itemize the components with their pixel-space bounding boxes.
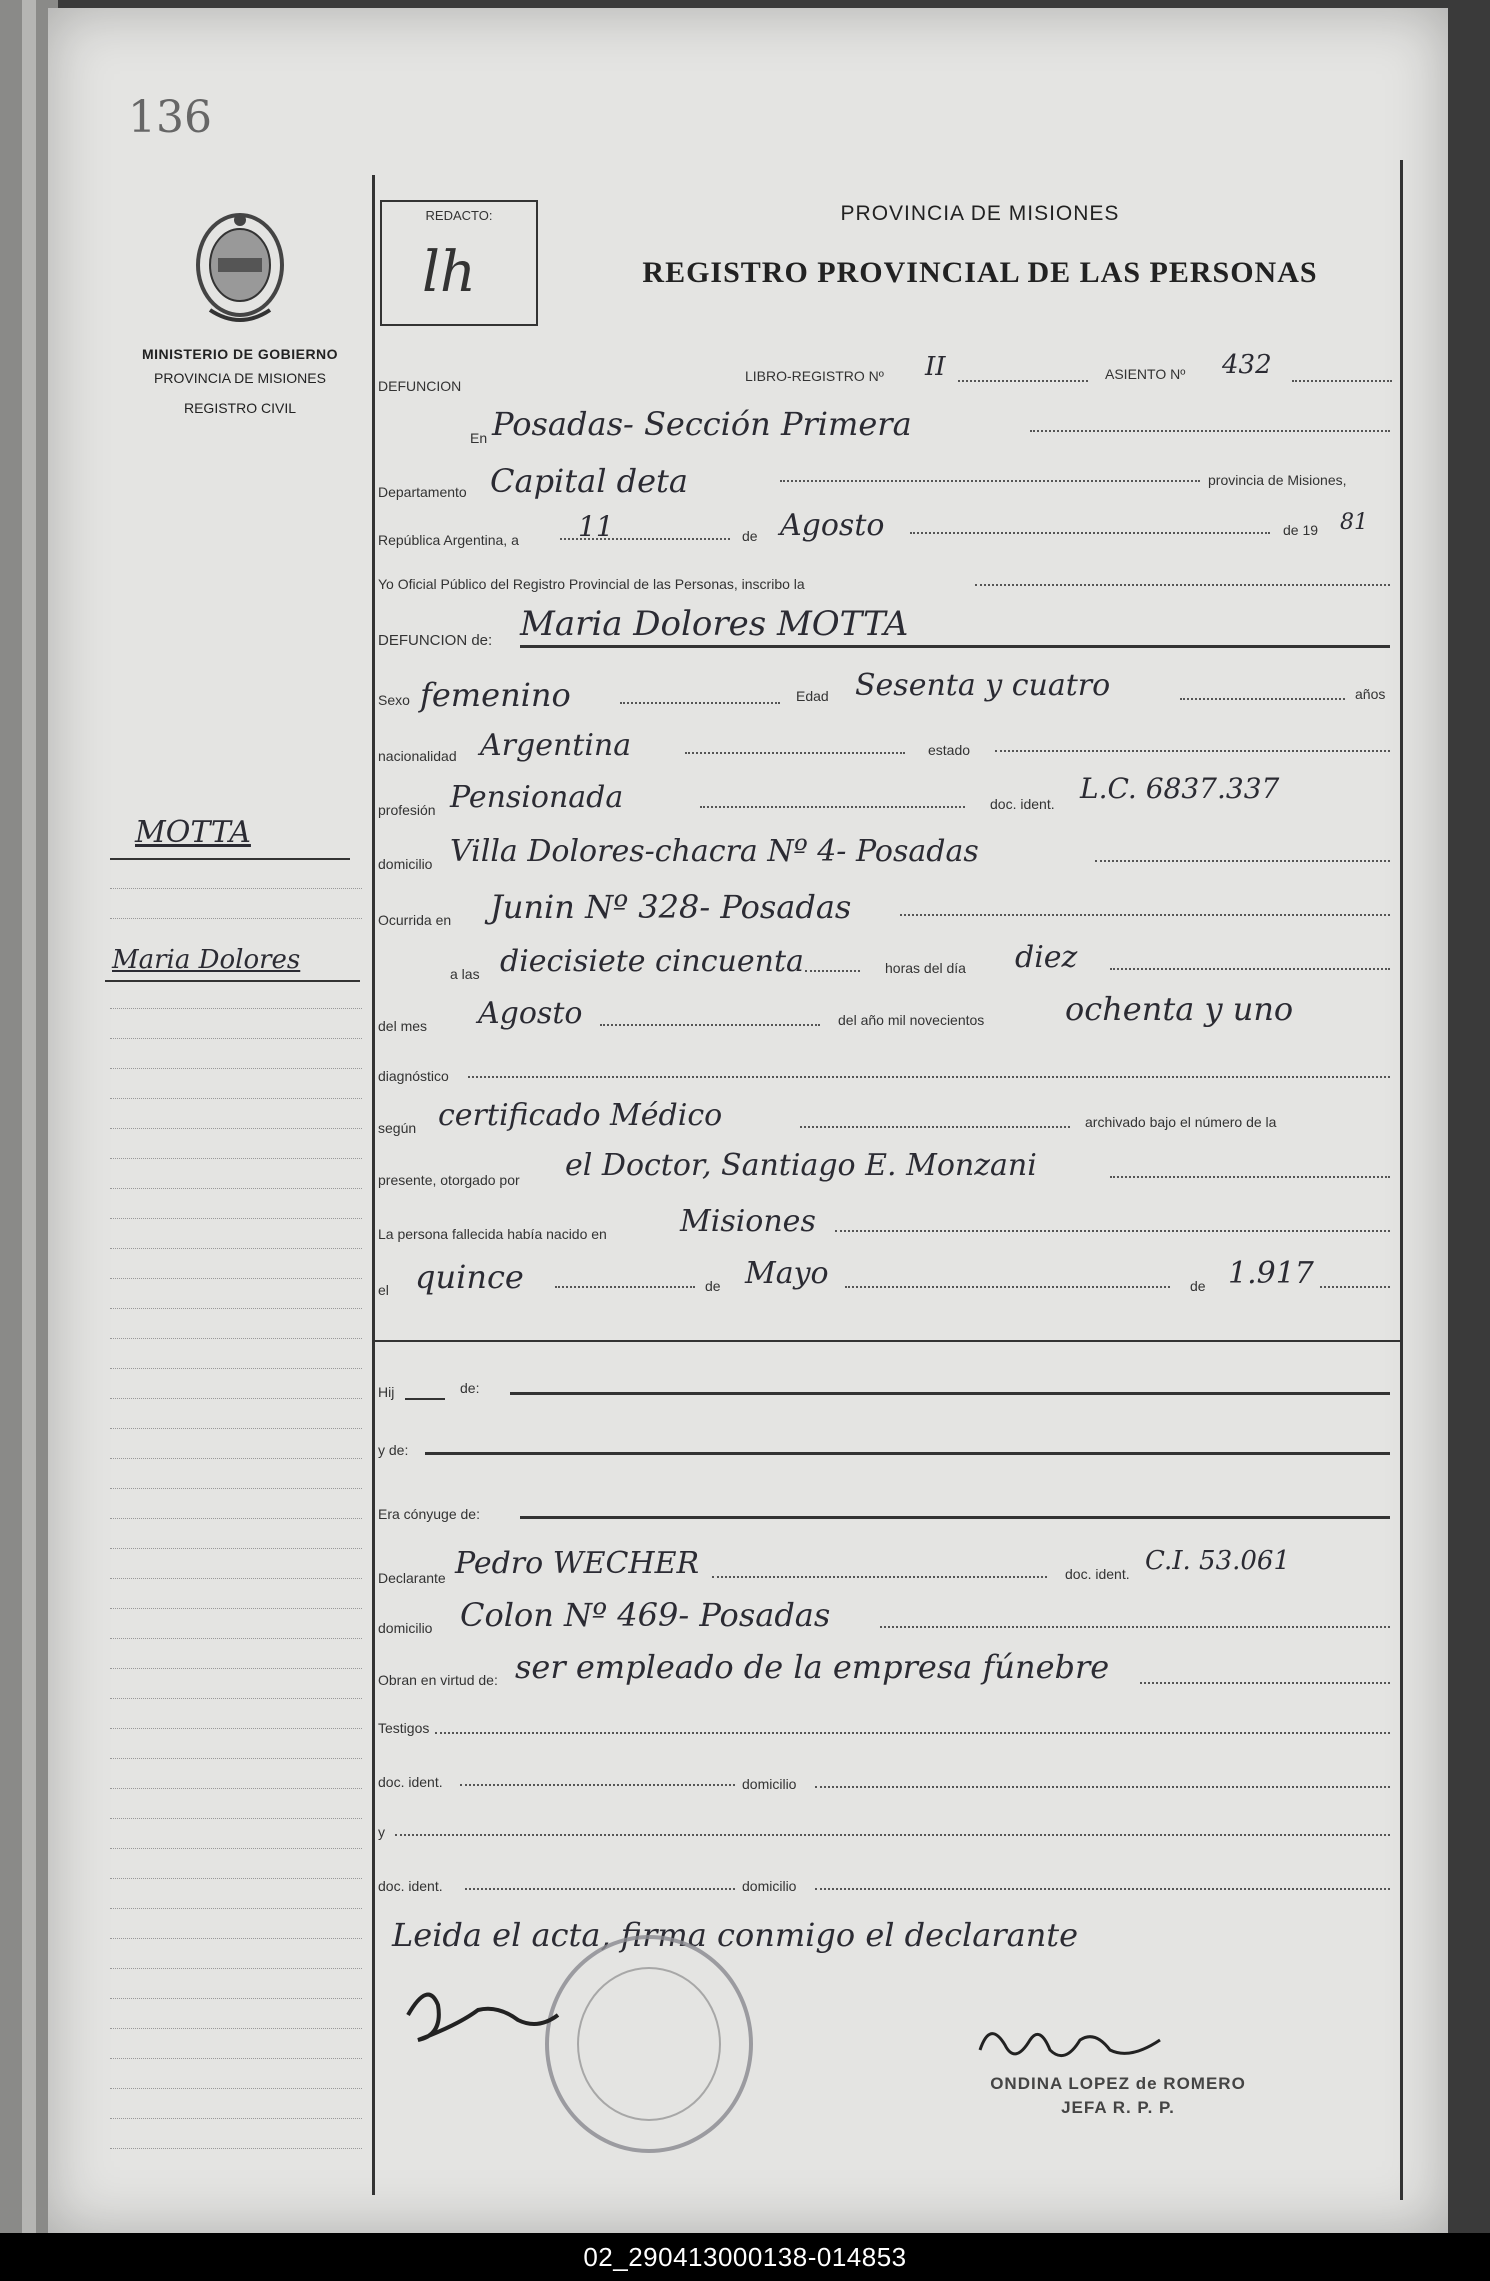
horas-line <box>1110 968 1390 970</box>
ruled-line <box>110 1428 362 1429</box>
diagnostico-line <box>468 1076 1390 1078</box>
ruled-line <box>110 1458 362 1459</box>
folio-number: 136 <box>128 92 212 143</box>
deceased-name: Maria Dolores MOTTA <box>520 604 909 644</box>
oficial-line <box>975 584 1390 586</box>
ruled-line <box>110 2028 362 2029</box>
nacido-line <box>835 1230 1390 1232</box>
ruled-line <box>110 1398 362 1399</box>
form-type-label: DEFUNCION <box>378 378 462 394</box>
official-title: JEFA R. P. P. <box>1061 2098 1175 2117</box>
dia-line <box>560 538 730 540</box>
header-title: REGISTRO PROVINCIAL DE LAS PERSONAS <box>642 256 1318 289</box>
sexo-label: Sexo <box>378 692 410 708</box>
side-given-name: Maria Dolores <box>112 945 301 975</box>
ministry-header <box>120 342 360 420</box>
libro-label: LIBRO-REGISTRO Nº <box>745 368 884 384</box>
anio-mil-value: ochenta y uno <box>1065 990 1294 1028</box>
de3-label: de <box>1190 1278 1206 1294</box>
en-line <box>1030 430 1390 432</box>
ruled-line <box>110 1548 362 1549</box>
ruled-line <box>110 1578 362 1579</box>
alas-value: diecisiete cincuenta <box>500 944 804 979</box>
profesion-line <box>700 806 965 808</box>
ruled-line <box>110 1308 362 1309</box>
segun-label: según <box>378 1120 417 1136</box>
presente-label: presente, otorgado por <box>378 1172 520 1188</box>
obran-value: ser empleado de la empresa fúnebre <box>515 1648 1110 1686</box>
alas-label: a las <box>450 966 480 982</box>
conyuge-label: Era cónyuge de: <box>378 1506 480 1522</box>
margin-line <box>372 175 375 2195</box>
ruled-line <box>110 1218 362 1219</box>
ruled-line <box>110 1368 362 1369</box>
provincia-label: provincia de Misiones, <box>1208 472 1347 488</box>
mes-line <box>910 532 1270 534</box>
en-label: En <box>470 430 488 446</box>
domicilio-line <box>1095 860 1390 862</box>
el-label: el <box>378 1282 389 1298</box>
estado-line <box>995 750 1390 752</box>
hij-de-line <box>510 1392 1390 1395</box>
side-given-line <box>105 980 360 982</box>
t2-dom-line <box>815 1888 1390 1890</box>
mes-nac-value: Mayo <box>745 1256 829 1291</box>
anos-label: años <box>1355 686 1386 702</box>
edad-value: Sesenta y cuatro <box>855 668 1111 703</box>
ruled-line <box>110 1608 362 1609</box>
docident-label: doc. ident. <box>990 796 1055 812</box>
nacido-value: Misiones <box>680 1204 816 1239</box>
testigos-line <box>435 1732 1390 1734</box>
y-line <box>395 1834 1390 1836</box>
redacto-initials: lh <box>422 240 476 305</box>
ruled-line <box>110 1518 362 1519</box>
oficial-label: Yo Oficial Público del Registro Provincial de las Personas, inscribo la <box>378 576 805 592</box>
ruled-line <box>110 1248 362 1249</box>
t2-doc-line <box>465 1888 735 1890</box>
horas-value: diez <box>1015 940 1078 975</box>
official-stamp <box>545 1935 753 2153</box>
sexo-line <box>620 702 780 704</box>
ruled-line <box>110 2088 362 2089</box>
delmes-line <box>600 1024 820 1026</box>
nacionalidad-line <box>685 752 905 754</box>
hij-label: Hij <box>378 1384 395 1400</box>
ruled-line <box>110 2118 362 2119</box>
ocurrida-label: Ocurrida en <box>378 912 452 928</box>
ruled-line <box>110 1098 362 1099</box>
libro-value: II <box>925 352 946 382</box>
declarante-line <box>712 1576 1047 1578</box>
ruled-line <box>110 1338 362 1339</box>
conyuge-line <box>520 1516 1390 1519</box>
ministry-label: MINISTERIO DE GOBIERNO <box>141 346 339 362</box>
ruled-line <box>110 1038 362 1039</box>
t2-dom-label: domicilio <box>742 1878 797 1894</box>
ocurrida-line <box>900 914 1390 916</box>
yde-line <box>425 1452 1390 1455</box>
ruled-line <box>110 1758 362 1759</box>
declarante-label: Declarante <box>378 1570 446 1586</box>
official-signature-block <box>948 2072 1288 2120</box>
ruled-line <box>110 2058 362 2059</box>
ruled-line <box>110 1158 362 1159</box>
de2-label: de <box>705 1278 721 1294</box>
ruled-line <box>110 888 362 889</box>
ruled-line <box>110 1788 362 1789</box>
t2-doc-label: doc. ident. <box>378 1878 443 1894</box>
de19-label: de 19 <box>1283 522 1319 538</box>
mes-nac-line <box>845 1286 1170 1288</box>
el-value: quince <box>415 1258 524 1296</box>
t-dom-line <box>815 1786 1390 1788</box>
asiento-label: ASIENTO Nº <box>1105 366 1186 382</box>
nacionalidad-value: Argentina <box>480 728 632 763</box>
domicilio-label: domicilio <box>378 856 433 872</box>
ruled-line <box>110 1968 362 1969</box>
docident-value: L.C. 6837.337 <box>1080 772 1280 805</box>
testigos-label: Testigos <box>378 1720 430 1736</box>
sexo-value: femenino <box>420 676 571 714</box>
footer-code: 02_290413000138-014853 <box>0 2233 1490 2281</box>
edad-label: Edad <box>796 688 829 704</box>
anio-nac-line <box>1320 1286 1390 1288</box>
official-name: ONDINA LOPEZ de ROMERO <box>990 2074 1246 2093</box>
ruled-line <box>110 2148 362 2149</box>
obran-label: Obran en virtud de: <box>378 1672 498 1688</box>
ruled-line <box>110 1068 362 1069</box>
ruled-line <box>110 1668 362 1669</box>
t-dom-label: domicilio <box>742 1776 797 1792</box>
ruled-line <box>110 1848 362 1849</box>
anio-mil-label: del año mil novecientos <box>838 1012 985 1028</box>
t-doc-label: doc. ident. <box>378 1774 443 1790</box>
ruled-line <box>110 1818 362 1819</box>
decl-dom-value: Colon Nº 469- Posadas <box>460 1596 831 1634</box>
declarante-value: Pedro WECHER <box>455 1546 700 1581</box>
declarant-signature <box>398 1975 568 2055</box>
domicilio-value: Villa Dolores-chacra Nº 4- Posadas <box>450 834 979 869</box>
mes-value: Agosto <box>780 508 885 543</box>
binding-edge <box>22 0 36 2240</box>
official-signature <box>970 2010 1170 2080</box>
registry-label: REGISTRO CIVIL <box>183 400 297 416</box>
side-surname: MOTTA <box>135 815 251 850</box>
de-label: de <box>742 528 758 544</box>
segun-value: certificado Médico <box>438 1098 723 1133</box>
ruled-line <box>110 1698 362 1699</box>
anio-value: 81 <box>1340 510 1368 535</box>
nacionalidad-label: nacionalidad <box>378 748 457 764</box>
estado-label: estado <box>928 742 971 758</box>
en-value: Posadas- Sección Primera <box>492 405 912 443</box>
ruled-line <box>110 1488 362 1489</box>
ruled-line <box>110 1728 362 1729</box>
name-line <box>520 645 1390 648</box>
horas-label: horas del día <box>885 960 966 976</box>
nacido-label: La persona fallecida había nacido en <box>378 1226 607 1242</box>
ruled-line <box>110 1008 362 1009</box>
depto-line <box>780 480 1200 482</box>
segun-line <box>800 1126 1070 1128</box>
ruled-line <box>110 1638 362 1639</box>
asiento-line <box>1292 380 1392 382</box>
ruled-line <box>110 1278 362 1279</box>
ruled-line <box>110 1938 362 1939</box>
defuncion-de-label: DEFUNCION de: <box>378 632 493 649</box>
presente-line <box>1110 1176 1390 1178</box>
ruled-line <box>110 1188 362 1189</box>
republica-label: República Argentina, a <box>378 532 519 548</box>
libro-line <box>958 380 1088 382</box>
t-doc-line <box>460 1784 735 1786</box>
ruled-line <box>110 1878 362 1879</box>
delmes-value: Agosto <box>478 996 583 1031</box>
delmes-label: del mes <box>378 1018 428 1034</box>
header-province: PROVINCIA DE MISIONES <box>840 202 1120 225</box>
ruled-line <box>110 1998 362 1999</box>
edad-line <box>1180 698 1345 700</box>
el-line <box>555 1286 695 1288</box>
asiento-value: 432 <box>1222 350 1272 380</box>
redacto-box <box>380 200 538 326</box>
dia-value: 11 <box>578 510 614 543</box>
province-label: PROVINCIA DE MISIONES <box>154 370 326 386</box>
ocurrida-value: Junin Nº 328- Posadas <box>490 888 852 926</box>
presente-value: el Doctor, Santiago E. Monzani <box>565 1148 1037 1183</box>
right-frame-line <box>1400 160 1403 2200</box>
ruled-line <box>110 1128 362 1129</box>
profesion-label: profesión <box>378 802 436 818</box>
hij-de-label: de: <box>460 1380 480 1396</box>
redacto-label: REDACTO: <box>425 208 493 223</box>
depto-value: Capital deta <box>490 462 688 500</box>
section-divider <box>372 1340 1402 1342</box>
ruled-line <box>110 1908 362 1909</box>
anio-nac-value: 1.917 <box>1228 1256 1314 1291</box>
decl-dom-line <box>880 1626 1390 1628</box>
archivado-label: archivado bajo el número de la <box>1085 1114 1277 1130</box>
hij-line <box>405 1398 445 1400</box>
decl-doc-value: C.I. 53.061 <box>1145 1546 1291 1576</box>
side-surname-line <box>110 858 350 860</box>
alas-line <box>805 970 860 972</box>
decl-dom-label: domicilio <box>378 1620 433 1636</box>
diagnostico-label: diagnóstico <box>378 1068 449 1084</box>
ruled-line <box>110 918 362 919</box>
closing-statement: Leida el acta, firma conmigo el declarante <box>392 1916 1079 1954</box>
coat-of-arms-icon <box>190 210 290 325</box>
yde-label: y de: <box>378 1442 409 1458</box>
y-label: y <box>378 1824 385 1840</box>
depto-label: Departamento <box>378 484 467 500</box>
decl-doc-label: doc. ident. <box>1065 1566 1130 1582</box>
profesion-value: Pensionada <box>450 780 624 815</box>
obran-line <box>1140 1682 1390 1684</box>
